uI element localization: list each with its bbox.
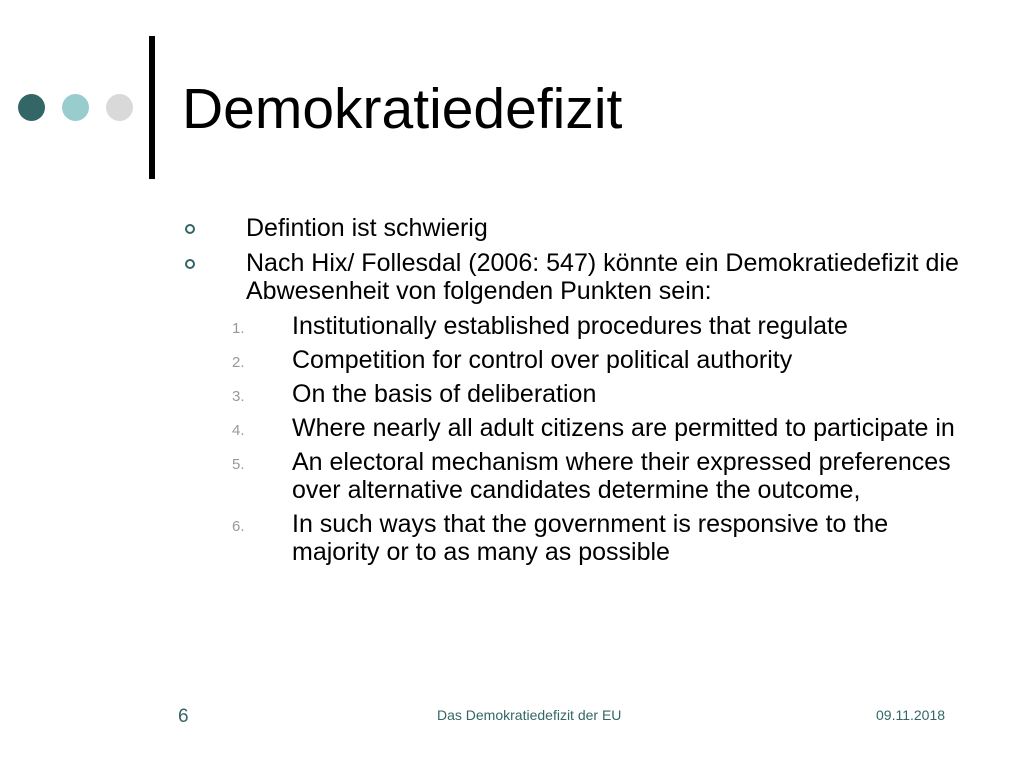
- title-divider: [149, 36, 155, 179]
- list-item-text: Competition for control over political authority: [292, 346, 793, 374]
- list-number: 3.: [232, 388, 245, 405]
- list-item: [182, 380, 972, 408]
- numbered-list: [182, 312, 972, 566]
- list-item-text: Where nearly all adult citizens are permitted to participate in: [292, 414, 955, 442]
- bullet-text: Defintion ist schwierig: [246, 214, 488, 242]
- slide-number: 6: [178, 706, 189, 727]
- list-item: [182, 510, 972, 566]
- list-number: 5.: [232, 456, 245, 473]
- list-number: 6.: [232, 518, 245, 535]
- bullet-item: [182, 249, 972, 305]
- grey-dot-icon: [106, 94, 133, 121]
- dark-dot-icon: [18, 94, 45, 121]
- bullet-text: Nach Hix/ Follesdal (2006: 547) könnte ein Demokratiedefizit die Abwesenheit von folgenden Punkten sein:: [246, 249, 959, 305]
- ring-bullet-icon: [185, 259, 195, 269]
- slide-title: Demokratiedefizit: [182, 77, 623, 141]
- ring-bullet-icon: [185, 224, 195, 234]
- slide-content: [182, 214, 972, 572]
- list-item: [182, 414, 972, 442]
- footer-title: Das Demokratiedefizit der EU: [437, 707, 622, 723]
- list-number: 2.: [232, 354, 245, 371]
- list-item: [182, 448, 972, 504]
- bullet-item: [182, 214, 972, 242]
- decorative-dots: [18, 93, 133, 121]
- light-dot-icon: [62, 94, 89, 121]
- footer-date: 09.11.2018: [876, 707, 946, 723]
- list-number: 4.: [232, 422, 245, 439]
- list-item: [182, 312, 972, 340]
- list-item-text: In such ways that the government is responsive to the majority or to as many as possible: [292, 510, 889, 566]
- list-number: 1.: [232, 320, 245, 337]
- list-item: [182, 346, 972, 374]
- list-item-text: Institutionally established procedures that regulate: [292, 312, 848, 340]
- list-item-text: An electoral mechanism where their expressed preferences over alternative candidates determine the outcome,: [292, 448, 951, 504]
- list-item-text: On the basis of deliberation: [292, 380, 597, 408]
